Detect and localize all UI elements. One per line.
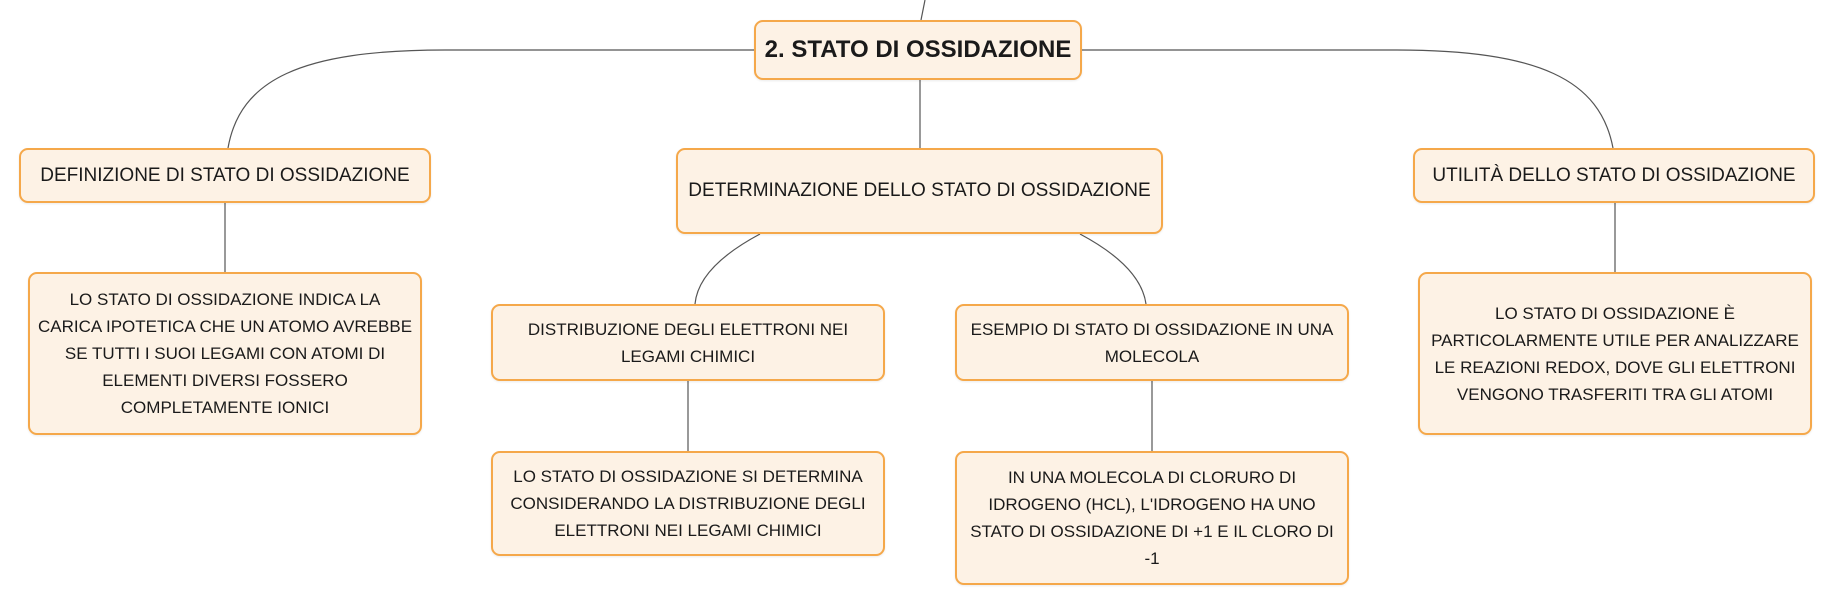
detail-node-utilita[interactable] <box>1418 272 1812 435</box>
connector-root-definizione <box>228 50 754 148</box>
child-node-esempio-label: ESEMPIO DI STATO DI OSSIDAZIONE IN UNA MOLECOLA <box>970 319 1334 366</box>
branch-node-definizione[interactable] <box>19 148 431 203</box>
connector-incoming <box>921 0 925 20</box>
detail-node-esempio-text: IN UNA MOLECOLA DI CLORURO DI IDROGENO (HCL), L'IDROGENO HA UNO STATO DI OSSIDAZIONE DI +1 E IL CLORO DI -1 <box>970 468 1334 568</box>
connector-determinazione-esempio <box>1080 234 1146 304</box>
connector-determinazione-distribuzione <box>695 234 760 304</box>
branch-node-determinazione-label: DETERMINAZIONE DELLO STATO DI OSSIDAZIONE <box>688 180 1151 201</box>
root-node[interactable] <box>754 20 1082 80</box>
detail-node-distribuzione-text: LO STATO DI OSSIDAZIONE SI DETERMINA CONSIDERANDO LA DISTRIBUZIONE DEGLI ELETTRONI NEI LEGAMI CHIMICI <box>510 467 866 540</box>
branch-node-definizione-label: DEFINIZIONE DI STATO DI OSSIDAZIONE <box>40 164 410 186</box>
detail-node-utilita-text: LO STATO DI OSSIDAZIONE È PARTICOLARMENTE UTILE PER ANALIZZARE LE REAZIONI REDOX, DOVE GLI ELETTRONI VENGONO TRASFERITI TRA GLI ATOMI <box>1431 303 1799 404</box>
branch-node-utilita[interactable] <box>1413 148 1815 203</box>
detail-node-definizione-text: LO STATO DI OSSIDAZIONE INDICA LA CARICA IPOTETICA CHE UN ATOMO AVREBBE SE TUTTI I SUOI LEGAMI CON ATOMI DI ELEMENTI DIVERSI FOSSERO COMPLETAMENTE IONICI <box>37 290 413 417</box>
branch-node-utilita-label: UTILITÀ DELLO STATO DI OSSIDAZIONE <box>1432 164 1796 186</box>
branch-node-determinazione[interactable] <box>676 148 1163 234</box>
child-node-distribuzione-label: DISTRIBUZIONE DEGLI ELETTRONI NEI LEGAMI CHIMICI <box>527 319 849 366</box>
child-node-distribuzione[interactable] <box>491 304 885 381</box>
child-node-esempio[interactable] <box>955 304 1349 381</box>
detail-node-definizione[interactable] <box>28 272 422 435</box>
root-node-label: 2. STATO DI OSSIDAZIONE <box>764 36 1072 63</box>
detail-node-distribuzione[interactable] <box>491 451 885 556</box>
detail-node-esempio[interactable] <box>955 451 1349 585</box>
connector-root-utilita <box>1082 50 1613 148</box>
